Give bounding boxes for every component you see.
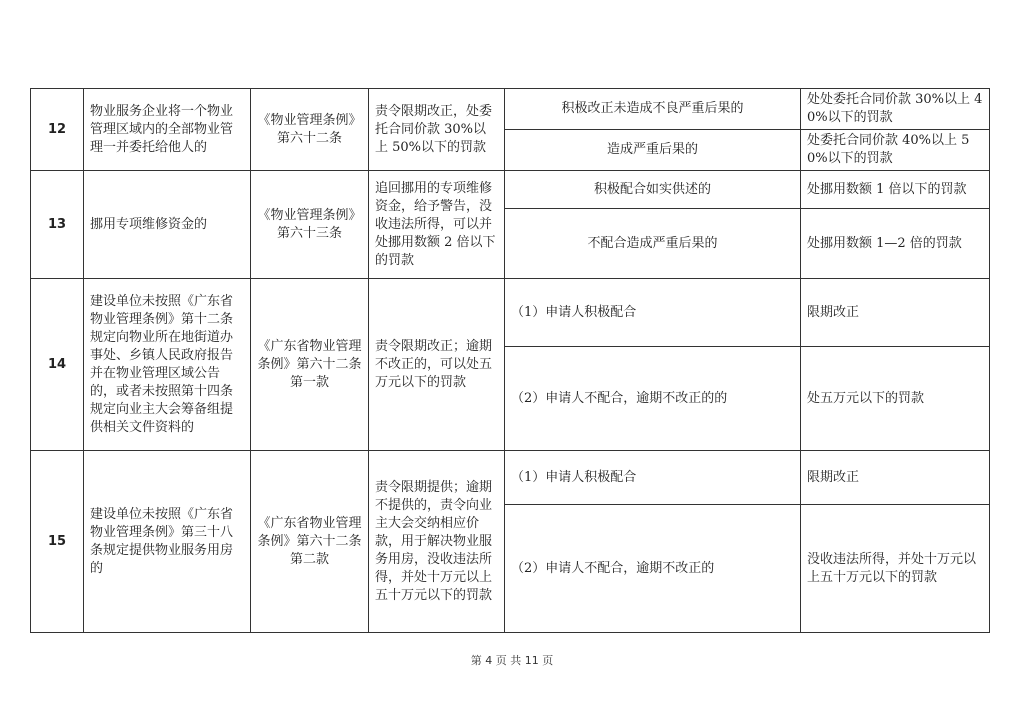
circumstance: （2）申请人不配合，逾期不改正的 xyxy=(505,505,801,633)
table-row xyxy=(31,279,990,347)
penalty-standard: 处处委托合同价款 30%以上 40%以下的罚款 xyxy=(801,89,990,130)
table-row xyxy=(31,171,990,209)
row-number: 12 xyxy=(31,89,84,171)
penalty-standard: 限期改正 xyxy=(801,451,990,505)
penalty-table xyxy=(30,88,990,633)
penalty-provision: 追回挪用的专项维修资金，给予警告，没收违法所得，可以并处挪用数额 2 倍以下的罚款 xyxy=(369,171,505,279)
row-number: 14 xyxy=(31,279,84,451)
row-number: 13 xyxy=(31,171,84,279)
circumstance: （2）申请人不配合，逾期不改正的的 xyxy=(505,347,801,451)
legal-basis: 《广东省物业管理条例》第六十二条第一款 xyxy=(251,279,369,451)
violation-conduct: 建设单位未按照《广东省物业管理条例》第三十八条规定提供物业服务用房的 xyxy=(84,451,251,633)
penalty-standard: 处委托合同价款 40%以上 50%以下的罚款 xyxy=(801,130,990,171)
violation-conduct: 建设单位未按照《广东省物业管理条例》第十二条规定向物业所在地街道办事处、乡镇人民政府报告并在物业管理区域公告的，或者未按照第十四条规定向业主大会筹备组提供相关文件资料的 xyxy=(84,279,251,451)
circumstance: （1）申请人积极配合 xyxy=(505,279,801,347)
row-number: 15 xyxy=(31,451,84,633)
circumstance: （1）申请人积极配合 xyxy=(505,451,801,505)
penalty-standard: 处五万元以下的罚款 xyxy=(801,347,990,451)
legal-basis: 《物业管理条例》第六十三条 xyxy=(251,171,369,279)
penalty-provision: 责令限期提供；逾期不提供的，责令向业主大会交纳相应价款，用于解决物业服务用房，没收违法所得，并处十万元以上五十万元以下的罚款 xyxy=(369,451,505,633)
penalty-standard: 限期改正 xyxy=(801,279,990,347)
violation-conduct: 挪用专项维修资金的 xyxy=(84,171,251,279)
legal-basis: 《物业管理条例》第六十二条 xyxy=(251,89,369,171)
circumstance: 积极配合如实供述的 xyxy=(505,171,801,209)
penalty-standard: 没收违法所得，并处十万元以上五十万元以下的罚款 xyxy=(801,505,990,633)
circumstance: 不配合造成严重后果的 xyxy=(505,209,801,279)
legal-basis: 《广东省物业管理条例》第六十二条第二款 xyxy=(251,451,369,633)
penalty-provision: 责令限期改正；逾期不改正的，可以处五万元以下的罚款 xyxy=(369,279,505,451)
table-row xyxy=(31,451,990,505)
penalty-standard: 处挪用数额 1—2 倍的罚款 xyxy=(801,209,990,279)
page-footer: 第 4 页 共 11 页 xyxy=(470,654,554,667)
circumstance: 积极改正未造成不良严重后果的 xyxy=(505,89,801,130)
circumstance: 造成严重后果的 xyxy=(505,130,801,171)
penalty-standard: 处挪用数额 1 倍以下的罚款 xyxy=(801,171,990,209)
violation-conduct: 物业服务企业将一个物业管理区域内的全部物业管理一并委托给他人的 xyxy=(84,89,251,171)
penalty-provision: 责令限期改正，处委托合同价款 30%以上 50%以下的罚款 xyxy=(369,89,505,171)
table-row xyxy=(31,89,990,130)
